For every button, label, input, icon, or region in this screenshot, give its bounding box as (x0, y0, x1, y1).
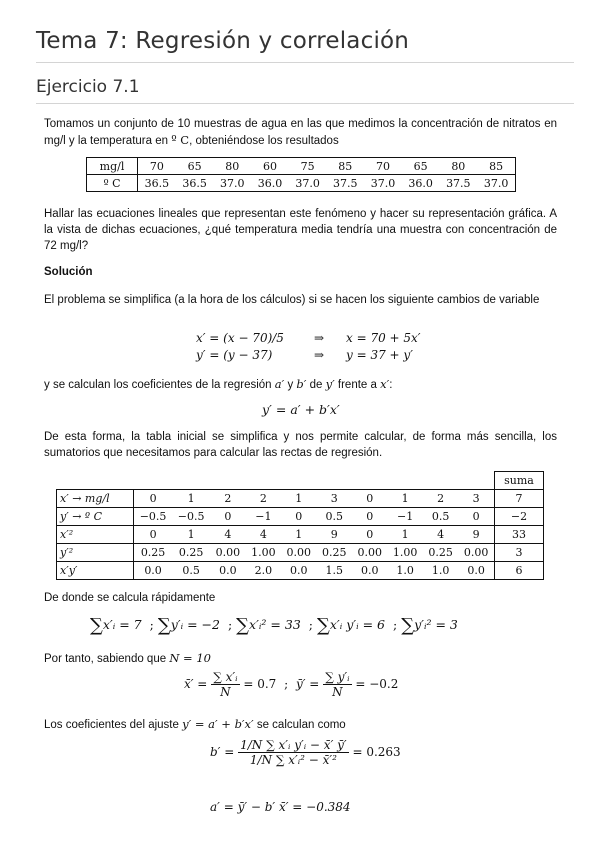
simplified-table (56, 471, 544, 580)
regression-text: y se calculan los coeficientes de la regresión a′ y b′ de y′ frente a x′: (44, 377, 393, 391)
sums-intro: De donde se calcula rápidamente (44, 592, 216, 604)
exercise-divider (36, 103, 574, 104)
means-intro: Por tanto, sabiendo que N = 10 (44, 651, 211, 665)
sums-line: ∑x′ᵢ = 7 ; ∑y′ᵢ = −2 ; ∑x′ᵢ² = 33 ; ∑x′ᵢ y′ᵢ = 6 ; ∑y′ᵢ² = 3 (90, 615, 458, 636)
table-header-row (57, 472, 544, 490)
data-table (86, 157, 516, 192)
coef-intro: Los coeficientes del ajuste y′ = a′ + b′x′ se calculan como (44, 717, 346, 731)
table-intro: De esta forma, la tabla inicial se simplifica y nos permite calcular, de forma más sencilla, los sumatorios que necesitamos para calcular las rectas de regresión. (44, 431, 557, 459)
solution-heading: Solución (44, 266, 93, 278)
table-row: x′ → mg/l 0 1 2 2 1 3 0 1 2 3 7 (57, 490, 544, 508)
question-paragraph: Hallar las ecuaciones lineales que representan este fenómeno y hacer su representación gráfica. A la vista de dichas ecuaciones, ¿qué temperatura media tendría una muestra con concentración de 72 mg/l? (44, 208, 557, 252)
change-var-line-1: x′ = (x − 70)/5 ⇒ x = 70 + 5x′ (196, 331, 421, 345)
a-coefficient-formula: a′ = ȳ′ − b′ x̄′ = −0.384 (210, 800, 351, 814)
table-row: y′ → º C −0.5 −0.5 0 −1 0 0.5 0 −1 0.5 0 −2 (57, 508, 544, 526)
sum-header: suma (495, 472, 544, 490)
table-row: x′² 0 1 4 4 1 9 0 1 4 9 33 (57, 526, 544, 544)
exercise-title: Ejercicio 7.1 (36, 77, 140, 97)
means-formula: x̄′ = $\frac{\text{∑ x′ᵢ}}{N}$ = 0.7 ; ȳ′ = $\frac{\text{∑ y′ᵢ}}{N}$ = −0.2 (184, 670, 399, 699)
table-row: x′y′ 0.0 0.5 0.0 2.0 0.0 1.5 0.0 1.0 1.0 0.0 6 (57, 562, 544, 580)
table-row: mg/l 70 65 80 60 75 85 70 65 80 85 (87, 158, 516, 175)
solution-intro: El problema se simplifica (a la hora de los cálculos) si se hacen los siguiente cambios de variable (44, 294, 540, 306)
regression-equation: y′ = a′ + b′x′ (262, 402, 340, 417)
intro-paragraph: Tomamos un conjunto de 10 muestras de agua en las que medimos la concentración de nitratos en mg/l y la temperatura en º C, obteniéndose los resultados (44, 118, 557, 147)
b-coefficient-formula: b′ = $\frac{\text{1/N ∑ x′ᵢ y′ᵢ − x̄′ ȳ′}}{\text{1/N ∑ x′ᵢ² − x̄′²}}$ = 0.263 (210, 738, 401, 767)
table-row: y′² 0.25 0.25 0.00 1.00 0.00 0.25 0.00 1.00 0.25 0.00 3 (57, 544, 544, 562)
chapter-title: Tema 7: Regresión y correlación (36, 28, 410, 54)
change-var-line-2: y′ = (y − 37) ⇒ y = 37 + y′ (196, 348, 413, 362)
table-row: º C 36.5 36.5 37.0 36.0 37.0 37.5 37.0 36.0 37.5 37.0 (87, 175, 516, 192)
title-divider (36, 62, 574, 63)
